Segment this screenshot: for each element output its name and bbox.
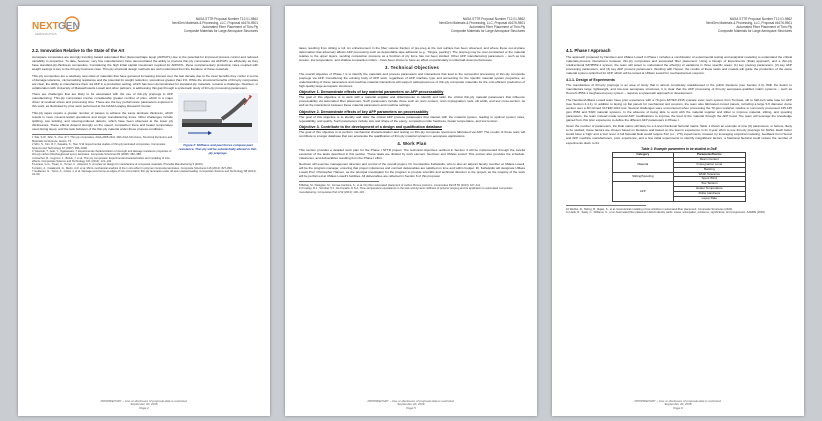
- paragraph: The approach proposed by NextGen and UMass Lowell in Phase I includes a combination of experimental testing and analytical modeling to understand the critical materials-process interactions between thin-ply composites and automated fiber placement. Using a Design of Experiments (DoE) approach, and a thin-ply unidirectional IM7/8552-1 system, the team will select to understand the effect(s) of variations in three specific areas: (1) key prepreg parameters, (2) key AFP processing parameters, and (3) key AFP process parameters. Working with Hexcel, the results of these tasks and models will guide the production of the same material system optimized for AFP, which will be tested at UMass Lowell for mechanical test coupons.: [566, 55, 792, 76]
- header-text: NASA STTR Proposal Number T12.01-9862 NextGen Materials & Processing, LLC, Proposal #1676-9501 Automated Fiber Placement of Thin-Ply Composite Materials for Large Aerospace Structures: [706, 17, 792, 33]
- section-heading: 2.2. Innovation Relative to the State of the Art: [32, 48, 125, 53]
- doe-parameter-table: [612, 152, 746, 202]
- page-footer: PROPRIETARY – Use or disclosure of proposal data is restricted. September 30, 2016 Page 2: [100, 398, 188, 411]
- table-cell-factor: Width Tolerance: [673, 172, 745, 177]
- paragraph: The goal of this objective is to perform mechanical characterization and testing on thin-ply composite specimens fabricated via AFP. The results of these tests will contribute to a larger database that can accelerate the qualification of thin-ply material systems in aerospace applications.: [299, 130, 525, 139]
- svg-text:NEXT: NEXT: [32, 21, 59, 32]
- paragraph: The goal of this objective is to work with a material supplier and slitter/spooler to identify and tailor the critical thin-ply material parameters that influence processability via automated fiber placement. Such parameters include those such as resin content, resin impregnation, tack, slit width, and tow cross-section, as well as the interactions between these material parameters and machine settings.: [299, 95, 525, 108]
- footnote: 3 Yokozeki, T., Aoki, Y., Ogasawara, T. Experimental characterization of strength and damage resistance properties of thin-ply carbon fiber/toughened epoxy laminates. Composite Structures 82 (2008): 382–389.: [32, 149, 172, 157]
- page-footer: PROPRIETARY – Use or disclosure of proposal data is restricted. September 30, 2016 Page 6: [634, 398, 722, 411]
- objective-2-heading: Objective 2. Demonstrate effects of key AFP parameters on processability: [299, 109, 429, 114]
- svg-text:AERONAUTICS: AERONAUTICS: [35, 32, 57, 36]
- paragraph: This section provides a detailed work plan for the Phase I STTR project. The technical objectives outlined in Section 3 will be implemented through the careful execution of the tasks described in this section. These tasks are divided by work element. NextGen and UMass Lowell. This section also provides the schedule, milestones, and deliverables resulting from the Phase I effort.: [299, 147, 525, 160]
- paragraph: Aerospace composites are strongly trending toward automated fiber placement/tape layup (AFP/ATL) due to the potential for improved process control and reduced variability in properties. To date, however, very few manufacturers have demonstrated the ability to process thin-ply composites via AFP/ATL as efficiently as they have standard-ply-thickness composites. Considering the high initial capital investment required for AFP/ATL, these complementary production rates coupled with weight savings is key to the thin-ply business case. Thin-ply structural design methods are well understood from the literature of these materials.: [32, 55, 258, 72]
- table-cell-category: Slitting/Spooling: [613, 172, 674, 182]
- table-cell-factor: Roller Hardness: [673, 192, 745, 197]
- nextgen-logo: [32, 15, 82, 39]
- table-cell-factor: Layup Rate: [673, 197, 745, 202]
- page-footer: PROPRIETARY – Use or disclosure of proposal data is restricted. September 30, 2016 Page 5: [367, 398, 455, 411]
- svg-text:GEN: GEN: [58, 21, 80, 32]
- footnote-divider: [32, 134, 112, 135]
- paragraph: Thin-ply composites are a relatively new class of materials that have garnered increasing interest over the last decade due to the clear benefits they confer in terms of damage tolerance, microcracking resistance and the potential for weight reduction, sometimes greater than 1%. While the structural benefits of thin-ply composites are clear, the ability to manufacture them via AFP in a production setting, which has been demonstrated for standard-ply materials, remains a challenge. NextGen, in collaboration with University of Massachusetts Lowell and other partners, is addressing this gap through a systematic study of thin-ply processing parameters.: [32, 73, 258, 90]
- paragraph: Given the number of parameters, the DoE matrix will likely be a 2-level fractional factorial matrix. Table 1 shows an example of nine (9) parameters, or factors, likely to be studied; these factors are chosen based on literature and based on the team's experience in its 3-year effort to use thin-ply prepregs for NASA. Each factor would have a 'high' and a 'low' level. A full factorial DoE would require 512 (i.e., 2^9) experiments. Instead, by leveraging empirical modeling, feedback from Hexcel and AFP machine manufacturers, prior experience, and a few initial experiments to identify insignificant factors, a fractional factorial could reduce the number of experiments down to 64.: [566, 124, 792, 145]
- paragraph: The manufacture of thin-ply prepregs is an area of study that is almost completely unaddressed in the public literature (see Section 2.3). With the desire to manufacture large, lightweight, and low-cost aerospace structures, it is clear that the AFP processing of thin-ply aerospace-qualified matrix systems – such as Hexcel's 8552-1 toughened epoxy system – requires a systematic approach to development.: [566, 83, 792, 96]
- footnote: 8 Belhaj, M., Deleglise, M., Comas-Cardona, S., et al. Dry fiber automated placement of carbon fibrous preforms. Composites Part B 50 (2013): 107–111.: [299, 183, 481, 187]
- table-cell-category: AFP: [613, 182, 674, 202]
- page-header: [32, 15, 258, 41]
- header-text: NASA STTR Proposal Number T12.01-9862 NextGen Materials & Processing, LLC, Proposal #1676-9501 Automated Fiber Placement of Thin-Ply Composite Materials for Large Aerospace Structures: [439, 17, 525, 33]
- footnote-divider: [299, 181, 379, 182]
- paragraph: There are challenges that are likely to be associated with the use of thin-ply prepregs in AFP manufacturing. Thin-ply composites involve considerably greater number of plies, which is a major driver of residual stress and processing time. These are the key performance parameters explored in this work, as illustrated by prior work performed at the NASA Langley Research Center.: [32, 92, 173, 109]
- objective-3-heading: Objective 3. Contribute to the development of a design and qualification database: [299, 125, 443, 130]
- page-header: [566, 15, 792, 41]
- footnote: 2 Sihn, S., Kim, R.Y., Kawabe, K., Tsai, S.W. Experimental studies of thin-ply laminated composites. Composites Science and Technology 67 (2007): 996–1008.: [32, 143, 166, 150]
- table-cell-factor: Backing: [673, 167, 745, 172]
- header-text: NASA STTR Proposal Number T12.01-9862 NextGen Materials & Processing, LLC, Proposal #1676-9501 Automated Fiber Placement of Thin-Ply Composite Materials for Large Aerospace Structures: [172, 17, 258, 33]
- footnote: 9 Crossley, R.J., Schubel, P.J., De Focatiis, D.S.A. Time–temperature equivalence in the tack and dynamic stiffness of polymer prepreg and its application to automated composites manufacturing. Composites Part A 52 (2013): 126–133.: [299, 187, 513, 194]
- table-cell-factor: Tow Tension: [673, 182, 745, 187]
- document-page-3: [552, 6, 804, 416]
- paragraph: The goal of this objective is to identify and tailor the critical AFP process parameters that interact with the material system, leading to optimal system rates, repeatability, and quality. Such parameters include size and shape of the epoxy, compaction roller hardness, heater temperature, and tow tension.: [299, 114, 525, 123]
- table-cell-factor: Resin Content: [673, 157, 745, 162]
- table-header: Parameter/Factor: [673, 152, 745, 157]
- table-cell-factor: Impregnation Level: [673, 162, 745, 167]
- table-header: Category: [613, 152, 674, 157]
- footnote-divider: [566, 205, 646, 206]
- figure-2: [178, 93, 258, 155]
- footnote: 6 Arteiro, A., Catalanotti, G., Melro, A.R. et al. Micro-mechanical analysis of the in situ effect in polymer composite laminates. Composite Structures 116 (2014): 827–840.: [32, 166, 233, 170]
- section-heading: 4.1. Phase I Approach: [566, 48, 611, 53]
- footnote: 10 Wehbe, R., Tatting, B., Rajan, S., et al. Geometrical modeling of tow wrinkles in automated fiber placement. Composite Structures (2020).: [566, 207, 733, 211]
- subsection-heading: 4.1.1. Design of Experiments: [566, 77, 615, 82]
- section-heading: 4. Work Plan: [397, 140, 427, 146]
- section-heading: 3. Technical Objectives: [384, 64, 440, 70]
- footnote: 1 Tsai, S.W., Sihn, S., Kim, R.Y. Thin ply composites. AIAA-2005-2311, 46th AIAA Structures, Structural Dynamics and Materials Conference, Austin, TX.: [32, 136, 173, 143]
- objective-1-heading: Objective 1. Demonstrate effects of key material parameters on AFP processability: [299, 90, 444, 95]
- paragraph: Thin-ply tapes require a greater number of passes to achieve the same laminate thickness, which results in more cut-and-restart operations and longer manufacturing times. Other challenges include splitting, tow twisting, and steering-induced defects, which have been observed at the lower ply thicknesses. These effects depend strongly on the speed, compaction force and heater temperature used during layup, and the tack behavior of the thin-ply material under these process conditions.: [32, 110, 173, 131]
- footnote: 7 Guillamet, G., Turon, A., Costa, J. et al. Damage occurrence at edges of non-crimp-fabric thin-ply laminates under off-axis uniaxial loading. Composites Science and Technology 98 (2014): 44–50.: [32, 169, 257, 177]
- footnote: 5 Lozano, G.G., Tiwari, A., Turner, C., Astwood, S. A review on design for manufacture of composite materials. Procedia Manufacturing 5 (2016).: [32, 163, 204, 167]
- paragraph: tapes resulting from slitting a roll. An enhancement in the fiber volume fraction of pre-preg at the tool surface has been observed, and where these out-of-plane deformation that adversely affects AFP processing such as dependable tape adhesion (e.g., 'fringes, peeling'). The prepreg may be over-compacted or the material relative to the upper layers, sending compaction pressure as a function of ply force has not been studied. Other AFP manufacturing parameters – such as low tension, low temperature, and shallow compaction rollers – have been shown to have an effect on particularly in initial laid-down performance.: [299, 46, 525, 63]
- table-caption: Table 1: Example parameters to be studied in DoE: [641, 146, 717, 151]
- page-header: [299, 15, 525, 41]
- paragraph: The NextGen/UMass Lowell team have prior experience with a 70-gsm IM7/EX-1515 cyanate ester resin system from TenCate, slit to half-inch wide tape for AFP (see Section 4.1.1). In addition to laying up flat panels for mechanical test coupons, the team also fabricated curved panels, including a large 5-ft diameter dome section over a 3D printed ULTEM 1010 tool. Several challenges were encountered when processing the 70-gsm material, relative to commonly processed 135-145 gsm 8552 and 5320 material systems. In the absence of being able to work with the material supplier and slitter to improve material, slitting, and spooling parameters, the team instead made several AFP modifications to improve the feed of the material through the AFP head. The team will leverage the knowledge gained from this prior experience to define the different AFP parameters in Phase I.: [566, 97, 792, 122]
- footnote: 4 Amacher, R., Cugnoni, J., Botsis, J. et al. Thin ply composites: Experimental characterization and modeling of size-effects. Composites Science and Technology 101 (2014): 121–132.: [32, 156, 171, 163]
- table-cell-factor: Heater Temperature: [673, 187, 745, 192]
- paragraph: The overall objective of Phase I is to identify the materials and process parameters and interactions that lead to the successful processing of thin-ply composite prepregs via AFP. Considering the existing body of AFP work, regardless of AFP machine type and accounting for the specific material system properties, an understanding of these parameters and machine-material interactions will support widespread use of thin-ply composite materials for the cost-efficient production of high-quality large aerospace structures.: [299, 71, 525, 88]
- document-page-1: [18, 6, 270, 416]
- table-cell-category: Material: [613, 157, 674, 172]
- paragraph: NextGen will exercise management direction and control of the overall project. Dr. Konstantine Fetfatsidis, who is also an adjunct faculty member at UMass Lowell, will be the program manager, ensuring that project milestones and contract deliverables are satisfied on time and within budget. Dr. Fetfatsidis will designate UMass Lowell Prof. Christopher Hansen, as the principal investigator for the program to provide scientific and technical direction to the project, as the majority of the work will be performed at UMass Lowell's facilities. All deliverables are reflected in Section 6 of this proposal.: [299, 162, 525, 179]
- table-cell-factor: Spool Wind: [673, 177, 745, 182]
- document-page-2: [285, 6, 537, 416]
- peel-force-graphic: [178, 93, 258, 143]
- figure-caption: Figure 2: Stiffness and peel forces compare peel resistance. Thin ply will be substantially altered in thin-ply prepregs.: [178, 143, 258, 155]
- footnote: 11 Harik, R., Saidy, C., Williams, S., et al. Automated fiber placement defect identity cards: cause, anticipation, existence, significance, and progression. SAMPE (2018).: [566, 210, 766, 214]
